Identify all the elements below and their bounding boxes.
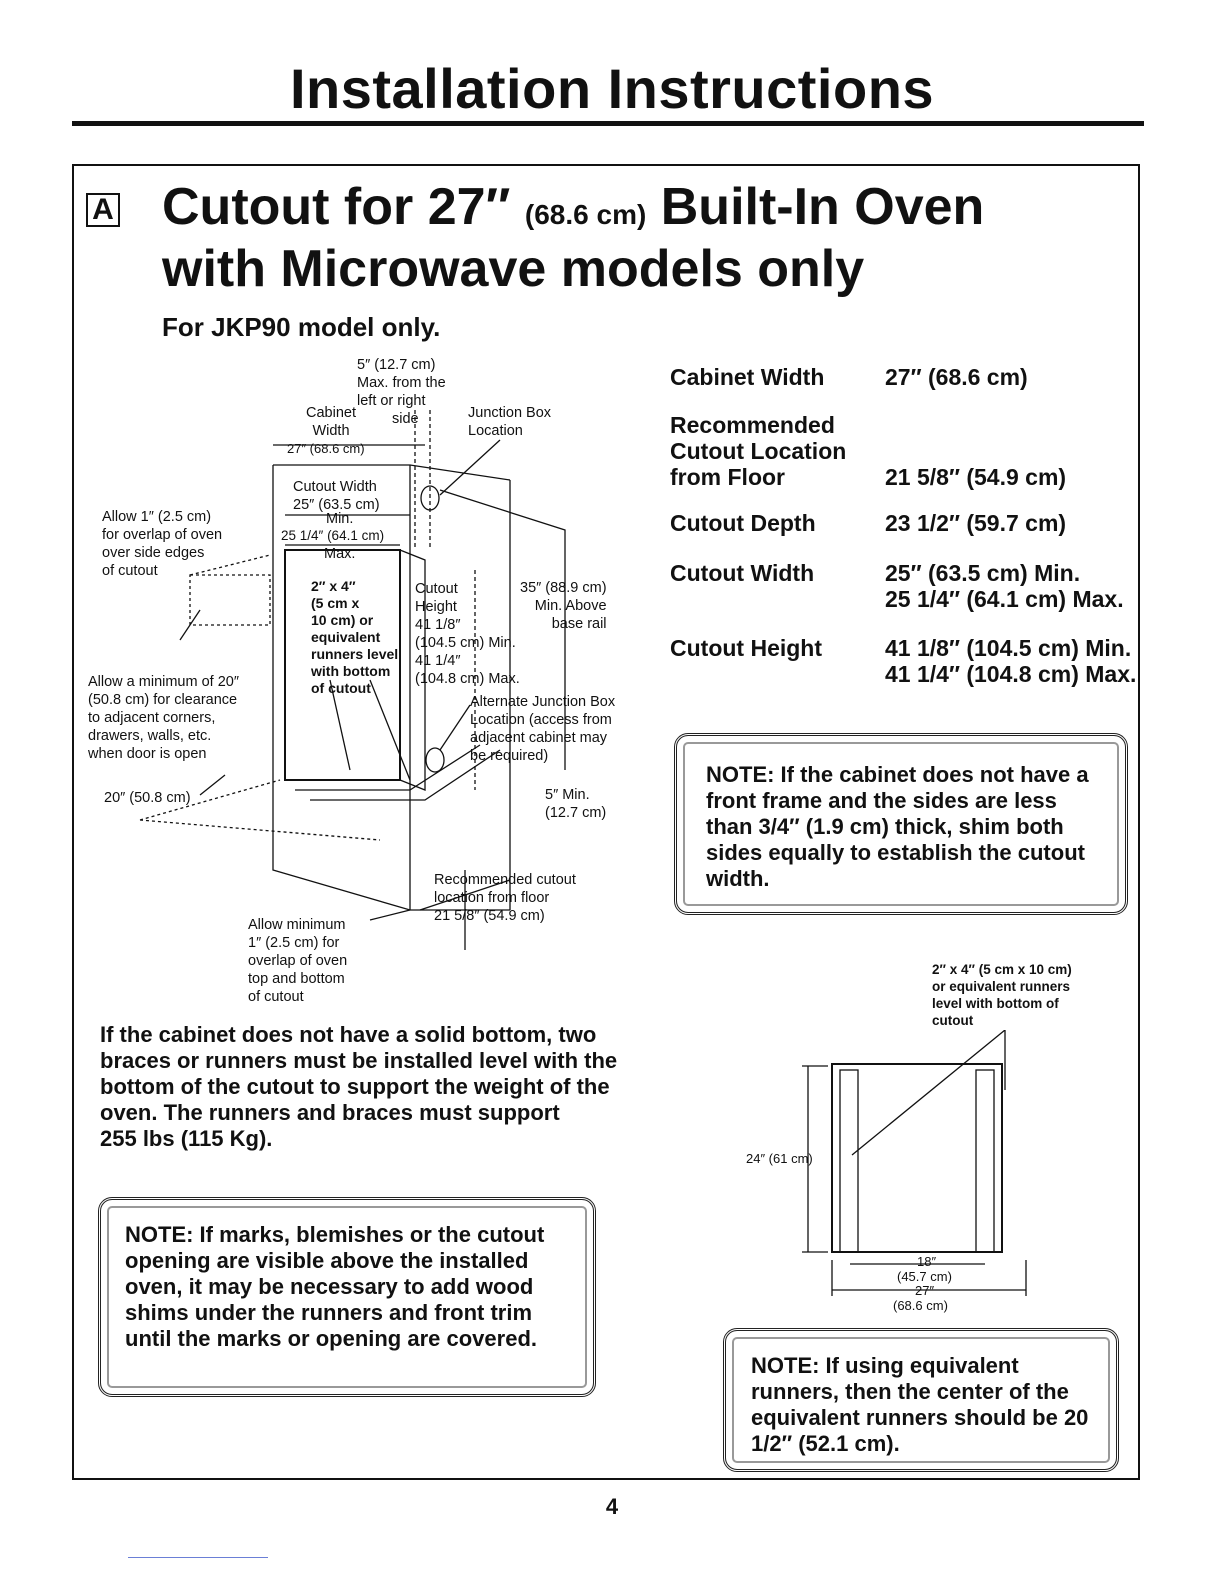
note-marks-text: NOTE: If marks, blemishes or the cutout opening are visible above the installed oven, it may be necessary to add wood shims under the runners and front trim until the marks or opening are covered. [125, 1222, 545, 1351]
label-max: Max. [324, 546, 356, 562]
label-door-clearance: 20″ (50.8 cm) [104, 790, 191, 806]
alternate-junction-box [426, 748, 444, 772]
runner-outer-width: 27″ [915, 1283, 935, 1298]
section-heading [162, 178, 984, 244]
label-max-value: 25 1/4″ (64.1 cm) [281, 528, 385, 543]
section-letter-box: A [86, 193, 120, 227]
label-cutout-width: Cutout Width 25″ (63.5 cm) [293, 479, 380, 513]
spec-value: 23 1/2″ (59.7 cm) [885, 510, 1067, 536]
side-offset-dim [415, 410, 430, 550]
support-text: If the cabinet does not have a solid bottom, two braces or runners must be installed level with the bottom of the cutout to support the weight of the oven. The runners and braces must support [100, 1022, 618, 1125]
spec-row [670, 510, 1140, 560]
runner-caption: 2″ x 4″ (5 cm x 10 cm) or equivalent runners level with bottom of cutout [932, 962, 1072, 1028]
note-equivalent-text: NOTE: If using equivalent runners, then the center of the equivalent runners should be 20 1/2″ (52.1 cm). [751, 1353, 1089, 1456]
runner-left [840, 1070, 858, 1252]
spec-value: 27″ (68.6 cm) [885, 364, 1028, 390]
label-junction-box: Junction Box Location [468, 405, 552, 439]
label-runners: 2″ x 4″ (5 cm x 10 cm) or equivalent runners level with bottom of cutout [311, 578, 399, 696]
spec-label: Cutout Height [670, 635, 823, 661]
spec-label: Cutout Width [670, 560, 815, 586]
alt-junction-leader [440, 705, 470, 750]
spec-value: 41 1/8″ (104.5 cm) Min. 41 1/4″ (104.8 cm) Max. [885, 635, 1137, 687]
label-cutout-height: Cutout Height 41 1/8″ (104.5 cm) Min. 41 1/4″ (104.8 cm) Max. [415, 581, 520, 687]
label-max-from-side: 5″ (12.7 cm) Max. from the left or right [357, 357, 446, 409]
label-five-min: 5″ Min. (12.7 cm) [545, 787, 607, 821]
runner-depth-label: 24″ (61 cm) [746, 1151, 813, 1166]
note-equivalent [723, 1328, 1119, 1472]
junction-leader [440, 440, 500, 495]
label-cabinet-width: Cabinet Width [306, 405, 356, 439]
runner-inner-width-metric: (45.7 cm) [897, 1269, 952, 1284]
label-cabinet-width-value: 27″ (68.6 cm) [287, 441, 365, 456]
section-subtitle: For JKP90 model only. [162, 312, 441, 342]
specs-table [670, 364, 1140, 695]
label-side: side [392, 411, 419, 427]
label-min: Min. [326, 511, 354, 527]
section-heading-line2: with Microwave models only [162, 240, 865, 298]
page-title: Installation Instructions [289, 57, 935, 120]
label-allow-overlap-side: Allow 1″ (2.5 cm) for overlap of oven over side edges of cutout [102, 509, 223, 579]
spec-row [670, 635, 1140, 695]
caption-leader-left [852, 1030, 1005, 1155]
note-front-frame-text: NOTE: If the cabinet does not have a front frame and the sides are less than 3/4″ (1.9 cm) thick, shim both sides equally to establish the cutout width. [706, 762, 1089, 891]
overlap-tb-leader [370, 910, 410, 920]
runner-inner-width: 18″ [917, 1254, 937, 1269]
spec-row [670, 412, 1140, 510]
spec-row [670, 560, 1140, 635]
heading-metric: (68.6 cm) [524, 199, 647, 230]
label-rec-cutout: Recommended cutout location from floor 21 5/8″ (54.9 cm) [434, 872, 576, 924]
title-rule [72, 121, 1144, 126]
spec-label: Recommended Cutout Location from Floor [670, 412, 847, 490]
support-weight: 255 lbs (115 Kg). [100, 1126, 273, 1151]
heading-part1: Cutout for 27″ [162, 178, 511, 236]
spec-label: Cabinet Width [670, 364, 825, 390]
page-number: 4 [605, 1494, 619, 1519]
door-clear-leader [200, 775, 225, 795]
note-front-frame [674, 733, 1128, 915]
label-above-base: 35″ (88.9 cm) Min. Above base rail [520, 580, 607, 632]
runner-left [295, 745, 480, 790]
spec-value: 21 5/8″ (54.9 cm) [885, 464, 1067, 490]
spec-label: Cutout Depth [670, 510, 816, 536]
support-paragraph [100, 1022, 620, 1152]
note-marks [98, 1197, 596, 1397]
runner-outer-width-metric: (68.6 cm) [893, 1298, 948, 1313]
heading-part2: Built-In Oven [660, 178, 985, 236]
spec-row [670, 364, 1140, 412]
footer-link-line [128, 1557, 268, 1558]
label-allow-overlap-tb: Allow minimum 1″ (2.5 cm) for overlap of oven top and bottom of cutout [248, 917, 348, 1005]
spec-value: 25″ (63.5 cm) Min. 25 1/4″ (64.1 cm) Max. [885, 560, 1124, 612]
label-clearance: Allow a minimum of 20″ (50.8 cm) for clearance to adjacent corners, drawers, walls, etc. when door is open [88, 674, 239, 762]
runner-right [976, 1070, 994, 1252]
door-outline [190, 575, 270, 625]
label-alt-junction: Alternate Junction Box Location (access from adjacent cabinet may be required) [470, 694, 616, 764]
